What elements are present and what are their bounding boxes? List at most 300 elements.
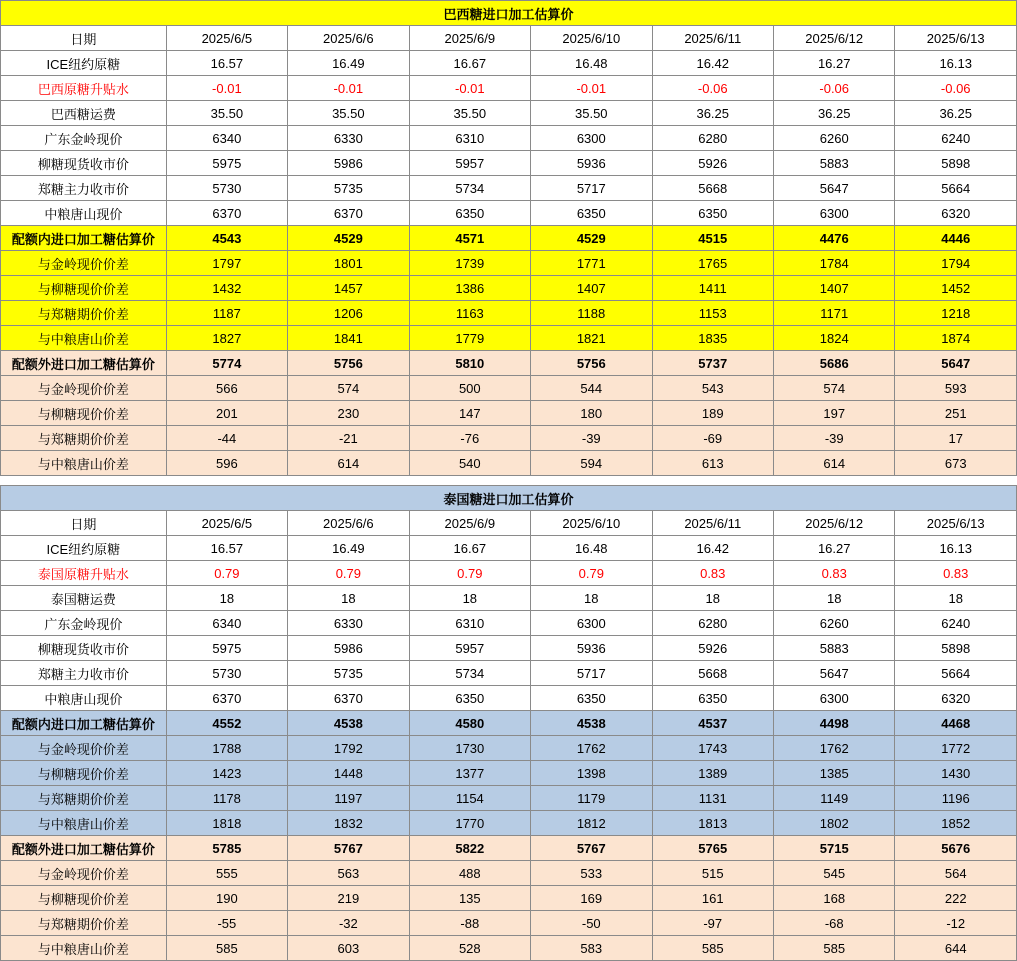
row-value-cell: 5734 — [409, 176, 530, 201]
row-value-cell: -76 — [409, 426, 530, 451]
table-row — [1, 711, 1017, 736]
header-date-cell: 2025/6/12 — [773, 511, 894, 536]
row-label-cell: 与柳糖现价价差 — [1, 276, 167, 301]
row-value-cell: 16.42 — [652, 51, 773, 76]
row-value-cell: 1411 — [652, 276, 773, 301]
row-value-cell: 1818 — [166, 811, 287, 836]
row-value-cell: 1797 — [166, 251, 287, 276]
row-label-cell: 与郑糖期价价差 — [1, 301, 167, 326]
row-value-cell: -39 — [773, 426, 894, 451]
row-value-cell: 1802 — [773, 811, 894, 836]
row-value-cell: 593 — [895, 376, 1017, 401]
row-value-cell: 0.79 — [531, 561, 652, 586]
row-label-cell: 广东金岭现价 — [1, 126, 167, 151]
row-value-cell: 6300 — [531, 611, 652, 636]
row-value-cell: 488 — [409, 861, 530, 886]
table-row — [1, 276, 1017, 301]
row-value-cell: 6350 — [409, 686, 530, 711]
row-value-cell: 5756 — [288, 351, 409, 376]
header-date-cell: 2025/6/9 — [409, 26, 530, 51]
row-value-cell: 147 — [409, 401, 530, 426]
row-value-cell: 6300 — [773, 686, 894, 711]
table-row — [1, 936, 1017, 961]
row-value-cell: 18 — [652, 586, 773, 611]
row-value-cell: 1792 — [288, 736, 409, 761]
row-value-cell: 540 — [409, 451, 530, 476]
row-value-cell: 1762 — [773, 736, 894, 761]
row-value-cell: 564 — [895, 861, 1017, 886]
row-value-cell: 161 — [652, 886, 773, 911]
row-value-cell: 201 — [166, 401, 287, 426]
row-value-cell: -0.01 — [531, 76, 652, 101]
header-label-cell: 日期 — [1, 26, 167, 51]
table-row — [1, 886, 1017, 911]
row-value-cell: 5822 — [409, 836, 530, 861]
table-row — [1, 101, 1017, 126]
row-value-cell: 5715 — [773, 836, 894, 861]
row-label-cell: 与柳糖现价价差 — [1, 401, 167, 426]
row-value-cell: 0.83 — [895, 561, 1017, 586]
row-value-cell: 5734 — [409, 661, 530, 686]
price-table — [0, 0, 1017, 476]
row-value-cell: 1801 — [288, 251, 409, 276]
row-value-cell: 1385 — [773, 761, 894, 786]
row-value-cell: 0.79 — [166, 561, 287, 586]
table-title: 泰国糖进口加工估算价 — [1, 486, 1017, 511]
row-value-cell: -97 — [652, 911, 773, 936]
row-value-cell: 36.25 — [895, 101, 1017, 126]
row-value-cell: 5756 — [531, 351, 652, 376]
table-row — [1, 811, 1017, 836]
table-row — [1, 836, 1017, 861]
row-value-cell: 1779 — [409, 326, 530, 351]
row-value-cell: 1771 — [531, 251, 652, 276]
row-value-cell: 1874 — [895, 326, 1017, 351]
row-value-cell: 4537 — [652, 711, 773, 736]
row-value-cell: 4476 — [773, 226, 894, 251]
row-value-cell: 1772 — [895, 736, 1017, 761]
row-value-cell: 563 — [288, 861, 409, 886]
row-value-cell: 4552 — [166, 711, 287, 736]
row-value-cell: 4543 — [166, 226, 287, 251]
row-value-cell: 544 — [531, 376, 652, 401]
row-value-cell: 528 — [409, 936, 530, 961]
row-value-cell: 5676 — [895, 836, 1017, 861]
row-value-cell: 644 — [895, 936, 1017, 961]
row-value-cell: 5737 — [652, 351, 773, 376]
row-value-cell: -0.06 — [773, 76, 894, 101]
row-label-cell: 与中粮唐山价差 — [1, 811, 167, 836]
row-value-cell: 1386 — [409, 276, 530, 301]
header-date-cell: 2025/6/13 — [895, 511, 1017, 536]
row-value-cell: 583 — [531, 936, 652, 961]
row-value-cell: 36.25 — [652, 101, 773, 126]
row-label-cell: 郑糖主力收市价 — [1, 661, 167, 686]
row-value-cell: 6240 — [895, 126, 1017, 151]
row-value-cell: 614 — [773, 451, 894, 476]
row-value-cell: 6350 — [652, 201, 773, 226]
row-value-cell: 1794 — [895, 251, 1017, 276]
row-value-cell: 18 — [166, 586, 287, 611]
row-value-cell: 603 — [288, 936, 409, 961]
row-value-cell: 4571 — [409, 226, 530, 251]
row-value-cell: 1187 — [166, 301, 287, 326]
table-spacer — [0, 476, 1017, 485]
row-value-cell: 36.25 — [773, 101, 894, 126]
row-value-cell: 594 — [531, 451, 652, 476]
row-value-cell: 5767 — [288, 836, 409, 861]
row-value-cell: 673 — [895, 451, 1017, 476]
row-label-cell: 配额内进口加工糖估算价 — [1, 226, 167, 251]
row-value-cell: 16.67 — [409, 51, 530, 76]
header-date-cell: 2025/6/5 — [166, 511, 287, 536]
table-row — [1, 911, 1017, 936]
row-value-cell: 1407 — [773, 276, 894, 301]
row-value-cell: 135 — [409, 886, 530, 911]
table-row — [1, 761, 1017, 786]
row-value-cell: 5936 — [531, 151, 652, 176]
table-title: 巴西糖进口加工估算价 — [1, 1, 1017, 26]
row-value-cell: 4515 — [652, 226, 773, 251]
header-date-cell: 2025/6/11 — [652, 511, 773, 536]
row-value-cell: 5957 — [409, 636, 530, 661]
table-row — [1, 401, 1017, 426]
row-value-cell: 5926 — [652, 636, 773, 661]
table-row — [1, 561, 1017, 586]
row-value-cell: 1788 — [166, 736, 287, 761]
row-value-cell: 585 — [652, 936, 773, 961]
row-value-cell: 251 — [895, 401, 1017, 426]
row-value-cell: 6260 — [773, 126, 894, 151]
row-value-cell: 35.50 — [531, 101, 652, 126]
row-value-cell: 1835 — [652, 326, 773, 351]
row-value-cell: 613 — [652, 451, 773, 476]
row-value-cell: -32 — [288, 911, 409, 936]
row-label-cell: 巴西原糖升贴水 — [1, 76, 167, 101]
row-value-cell: 1827 — [166, 326, 287, 351]
row-value-cell: 18 — [288, 586, 409, 611]
row-value-cell: 5986 — [288, 151, 409, 176]
header-date-cell: 2025/6/12 — [773, 26, 894, 51]
row-value-cell: 500 — [409, 376, 530, 401]
table-title-row — [1, 486, 1017, 511]
row-value-cell: 197 — [773, 401, 894, 426]
row-value-cell: 1178 — [166, 786, 287, 811]
row-value-cell: 515 — [652, 861, 773, 886]
row-value-cell: 4468 — [895, 711, 1017, 736]
row-value-cell: 5986 — [288, 636, 409, 661]
row-value-cell: 1730 — [409, 736, 530, 761]
row-value-cell: 5957 — [409, 151, 530, 176]
row-value-cell: 219 — [288, 886, 409, 911]
table-row — [1, 76, 1017, 101]
row-value-cell: 5936 — [531, 636, 652, 661]
row-value-cell: 6370 — [288, 686, 409, 711]
row-value-cell: 16.48 — [531, 51, 652, 76]
table-row — [1, 736, 1017, 761]
row-label-cell: 泰国原糖升贴水 — [1, 561, 167, 586]
row-value-cell: 35.50 — [409, 101, 530, 126]
row-label-cell: 中粮唐山现价 — [1, 686, 167, 711]
table-row — [1, 661, 1017, 686]
row-value-cell: 1163 — [409, 301, 530, 326]
row-value-cell: 5735 — [288, 661, 409, 686]
row-value-cell: 6240 — [895, 611, 1017, 636]
row-value-cell: 16.27 — [773, 51, 894, 76]
row-value-cell: 16.57 — [166, 51, 287, 76]
table-header-row — [1, 26, 1017, 51]
table-row — [1, 611, 1017, 636]
row-value-cell: 6280 — [652, 611, 773, 636]
row-value-cell: 1196 — [895, 786, 1017, 811]
row-value-cell: 1762 — [531, 736, 652, 761]
row-value-cell: 555 — [166, 861, 287, 886]
row-value-cell: 5883 — [773, 151, 894, 176]
row-value-cell: 4529 — [288, 226, 409, 251]
table-row — [1, 376, 1017, 401]
row-label-cell: 与中粮唐山价差 — [1, 451, 167, 476]
row-value-cell: 35.50 — [288, 101, 409, 126]
row-value-cell: 18 — [409, 586, 530, 611]
header-date-cell: 2025/6/5 — [166, 26, 287, 51]
table-row — [1, 301, 1017, 326]
row-label-cell: 郑糖主力收市价 — [1, 176, 167, 201]
row-value-cell: 4446 — [895, 226, 1017, 251]
row-value-cell: 1739 — [409, 251, 530, 276]
row-label-cell: 泰国糖运费 — [1, 586, 167, 611]
row-value-cell: 1824 — [773, 326, 894, 351]
row-value-cell: 6260 — [773, 611, 894, 636]
row-value-cell: 169 — [531, 886, 652, 911]
row-value-cell: -55 — [166, 911, 287, 936]
row-label-cell: 配额外进口加工糖估算价 — [1, 351, 167, 376]
row-value-cell: -0.01 — [409, 76, 530, 101]
row-value-cell: 1457 — [288, 276, 409, 301]
row-value-cell: 189 — [652, 401, 773, 426]
header-date-cell: 2025/6/11 — [652, 26, 773, 51]
header-date-cell: 2025/6/13 — [895, 26, 1017, 51]
row-value-cell: 5717 — [531, 661, 652, 686]
row-value-cell: -88 — [409, 911, 530, 936]
row-value-cell: 5810 — [409, 351, 530, 376]
row-value-cell: 1179 — [531, 786, 652, 811]
row-value-cell: 5717 — [531, 176, 652, 201]
row-value-cell: 17 — [895, 426, 1017, 451]
row-value-cell: 614 — [288, 451, 409, 476]
row-value-cell: 596 — [166, 451, 287, 476]
row-value-cell: 5730 — [166, 176, 287, 201]
row-value-cell: 545 — [773, 861, 894, 886]
row-label-cell: 柳糖现货收市价 — [1, 151, 167, 176]
row-value-cell: 1154 — [409, 786, 530, 811]
row-value-cell: 5898 — [895, 151, 1017, 176]
table-row — [1, 126, 1017, 151]
row-value-cell: 4538 — [531, 711, 652, 736]
row-value-cell: 1813 — [652, 811, 773, 836]
table-row — [1, 586, 1017, 611]
row-label-cell: 广东金岭现价 — [1, 611, 167, 636]
table-row — [1, 786, 1017, 811]
row-value-cell: 1852 — [895, 811, 1017, 836]
table-row — [1, 51, 1017, 76]
row-value-cell: 6330 — [288, 611, 409, 636]
header-label-cell: 日期 — [1, 511, 167, 536]
row-value-cell: 16.13 — [895, 536, 1017, 561]
row-value-cell: 6320 — [895, 201, 1017, 226]
header-date-cell: 2025/6/6 — [288, 26, 409, 51]
row-value-cell: 5898 — [895, 636, 1017, 661]
table-row — [1, 451, 1017, 476]
row-value-cell: 1188 — [531, 301, 652, 326]
row-value-cell: 6300 — [773, 201, 894, 226]
row-value-cell: 1197 — [288, 786, 409, 811]
table-row — [1, 686, 1017, 711]
row-label-cell: 柳糖现货收市价 — [1, 636, 167, 661]
row-label-cell: 与郑糖期价价差 — [1, 426, 167, 451]
row-value-cell: 1131 — [652, 786, 773, 811]
row-label-cell: ICE纽约原糖 — [1, 536, 167, 561]
row-value-cell: 1171 — [773, 301, 894, 326]
row-value-cell: 6370 — [166, 201, 287, 226]
row-value-cell: 1832 — [288, 811, 409, 836]
row-value-cell: 18 — [773, 586, 894, 611]
row-value-cell: 5730 — [166, 661, 287, 686]
table-row — [1, 326, 1017, 351]
row-value-cell: 16.13 — [895, 51, 1017, 76]
row-value-cell: 1743 — [652, 736, 773, 761]
row-value-cell: 1770 — [409, 811, 530, 836]
table-row — [1, 176, 1017, 201]
row-label-cell: 与郑糖期价价差 — [1, 786, 167, 811]
row-value-cell: 4498 — [773, 711, 894, 736]
row-value-cell: -0.01 — [288, 76, 409, 101]
row-value-cell: 5647 — [895, 351, 1017, 376]
row-value-cell: 1377 — [409, 761, 530, 786]
row-value-cell: 4580 — [409, 711, 530, 736]
row-value-cell: 6280 — [652, 126, 773, 151]
row-label-cell: 与金岭现价价差 — [1, 251, 167, 276]
row-label-cell: 中粮唐山现价 — [1, 201, 167, 226]
header-date-cell: 2025/6/10 — [531, 511, 652, 536]
row-value-cell: 16.42 — [652, 536, 773, 561]
row-value-cell: 1765 — [652, 251, 773, 276]
row-value-cell: -69 — [652, 426, 773, 451]
row-value-cell: 16.49 — [288, 51, 409, 76]
row-value-cell: 4529 — [531, 226, 652, 251]
row-value-cell: 5975 — [166, 151, 287, 176]
row-value-cell: 5647 — [773, 176, 894, 201]
row-value-cell: 543 — [652, 376, 773, 401]
row-value-cell: 5975 — [166, 636, 287, 661]
row-value-cell: 1448 — [288, 761, 409, 786]
row-value-cell: 190 — [166, 886, 287, 911]
table-header-row — [1, 511, 1017, 536]
row-label-cell: 配额外进口加工糖估算价 — [1, 836, 167, 861]
row-value-cell: 6310 — [409, 611, 530, 636]
row-value-cell: 180 — [531, 401, 652, 426]
row-value-cell: 1452 — [895, 276, 1017, 301]
row-value-cell: 1398 — [531, 761, 652, 786]
table-row — [1, 226, 1017, 251]
row-value-cell: 1430 — [895, 761, 1017, 786]
header-date-cell: 2025/6/9 — [409, 511, 530, 536]
row-value-cell: 5883 — [773, 636, 894, 661]
row-label-cell: 与金岭现价价差 — [1, 376, 167, 401]
row-value-cell: 6350 — [652, 686, 773, 711]
table-row — [1, 536, 1017, 561]
row-value-cell: 168 — [773, 886, 894, 911]
row-value-cell: -0.06 — [895, 76, 1017, 101]
row-value-cell: 1149 — [773, 786, 894, 811]
row-value-cell: 0.83 — [773, 561, 894, 586]
row-value-cell: 230 — [288, 401, 409, 426]
row-label-cell: 与柳糖现价价差 — [1, 761, 167, 786]
row-label-cell: 与中粮唐山价差 — [1, 936, 167, 961]
row-value-cell: 574 — [288, 376, 409, 401]
row-value-cell: -68 — [773, 911, 894, 936]
row-value-cell: 1407 — [531, 276, 652, 301]
row-value-cell: 585 — [773, 936, 894, 961]
table-title-row — [1, 1, 1017, 26]
table-row — [1, 861, 1017, 886]
row-value-cell: 18 — [531, 586, 652, 611]
row-value-cell: 6310 — [409, 126, 530, 151]
row-label-cell: 与金岭现价价差 — [1, 736, 167, 761]
row-value-cell: 1206 — [288, 301, 409, 326]
row-value-cell: -21 — [288, 426, 409, 451]
table-row — [1, 251, 1017, 276]
row-value-cell: 566 — [166, 376, 287, 401]
table-row — [1, 351, 1017, 376]
row-value-cell: 0.79 — [288, 561, 409, 586]
row-value-cell: 574 — [773, 376, 894, 401]
row-value-cell: 1841 — [288, 326, 409, 351]
header-date-cell: 2025/6/10 — [531, 26, 652, 51]
row-value-cell: 5668 — [652, 661, 773, 686]
row-label-cell: 与金岭现价价差 — [1, 861, 167, 886]
row-value-cell: -0.01 — [166, 76, 287, 101]
table-row — [1, 426, 1017, 451]
row-value-cell: 1784 — [773, 251, 894, 276]
row-value-cell: 6370 — [166, 686, 287, 711]
row-value-cell: 1821 — [531, 326, 652, 351]
row-value-cell: 5664 — [895, 176, 1017, 201]
row-value-cell: 585 — [166, 936, 287, 961]
row-value-cell: 6300 — [531, 126, 652, 151]
row-value-cell: 5735 — [288, 176, 409, 201]
row-value-cell: 5785 — [166, 836, 287, 861]
row-value-cell: 533 — [531, 861, 652, 886]
row-value-cell: 6350 — [409, 201, 530, 226]
row-value-cell: 4538 — [288, 711, 409, 736]
row-value-cell: 0.79 — [409, 561, 530, 586]
row-value-cell: 18 — [895, 586, 1017, 611]
row-value-cell: 6350 — [531, 686, 652, 711]
row-label-cell: 与柳糖现价价差 — [1, 886, 167, 911]
row-value-cell: 5774 — [166, 351, 287, 376]
row-value-cell: 6340 — [166, 611, 287, 636]
row-value-cell: -44 — [166, 426, 287, 451]
row-value-cell: 5767 — [531, 836, 652, 861]
row-value-cell: 1423 — [166, 761, 287, 786]
row-value-cell: 6340 — [166, 126, 287, 151]
row-value-cell: 1218 — [895, 301, 1017, 326]
table-row — [1, 636, 1017, 661]
row-value-cell: 6320 — [895, 686, 1017, 711]
row-value-cell: -50 — [531, 911, 652, 936]
row-value-cell: 16.57 — [166, 536, 287, 561]
table-row — [1, 201, 1017, 226]
